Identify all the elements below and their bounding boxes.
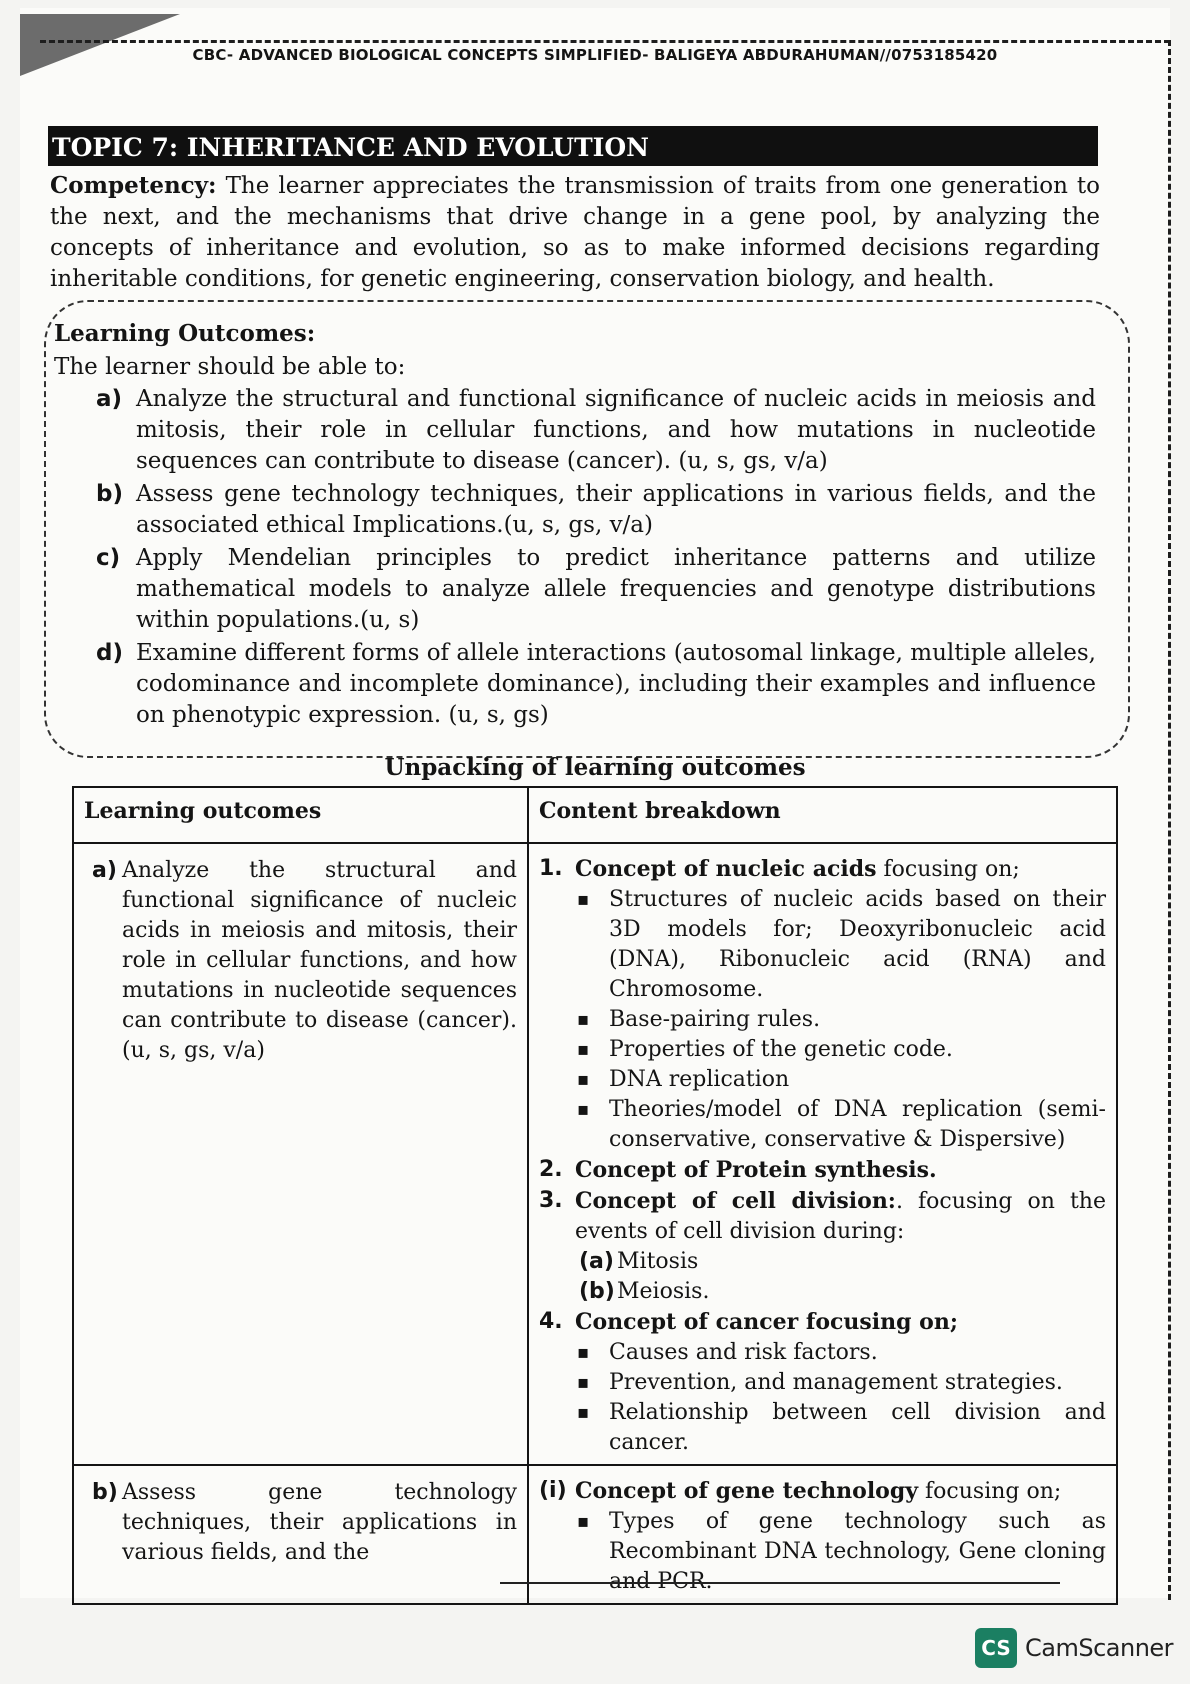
bullet-item: ▪ Base-pairing rules. [575,1005,1106,1035]
sub-item [579,1247,1106,1277]
learning-outcome-item [96,638,1096,731]
concept-title: Concept of cancer focusing on; [575,1309,958,1335]
outcome-cell [73,1465,528,1604]
right-dashed-border [1168,40,1171,1600]
concept-item [539,1186,1106,1247]
column-header-learning-outcomes: Learning outcomes [73,787,528,843]
concept-title: Concept of Protein synthesis. [575,1157,937,1183]
concept-number: 2. [539,1157,563,1182]
outcome-letter: a) [92,858,117,883]
concept-number: 4. [539,1309,563,1334]
sub-letter: (b) [579,1279,615,1304]
outcome-text: Analyze the structural and functional significance of nucleic acids in meiosis and mitosis, their role in cellular functions, and how mutations in nucleotide sequences can contribute to disease (cancer). (u, s, gs, v/a) [136,386,1096,474]
bullet-item: ▪ Types of gene technology such as Recombinant DNA technology, Gene cloning and PCR. [575,1507,1106,1597]
table-row [73,843,1117,1465]
concept-rest: focusing on; [918,1479,1062,1504]
content-cell [528,843,1117,1465]
concept-number: (i) [539,1478,567,1503]
sub-text: Meiosis. [617,1279,710,1304]
bullet-item: ▪ Causes and risk factors. [575,1338,1106,1368]
concept-item [539,1155,1106,1186]
outcome-letter: c) [96,545,121,571]
outcome-cell-item [92,856,517,1066]
concept-text [575,1307,1106,1338]
camscanner-text: CamScanner [1025,1634,1174,1662]
competency-label: Competency: [50,172,217,199]
outcome-letter: a) [96,386,123,412]
bullet-item: ▪ Relationship between cell division and cancer. [575,1398,1106,1458]
sub-item [579,1277,1106,1307]
outcome-cell [73,843,528,1465]
concept-item [539,1307,1106,1338]
concept-text [575,854,1106,885]
concept-text [575,1155,1106,1186]
unpacking-title: Unpacking of learning outcomes [384,754,806,781]
concept-rest: . focusing on the events of cell division during: [575,1189,1106,1244]
bullet-item: ▪ Prevention, and management strategies. [575,1368,1106,1398]
outcome-text: Examine different forms of allele interactions (autosomal linkage, multiple alleles, codominance and incomplete dominance), including their examples and influence on phenotypic expression. (u, s, gs) [136,640,1096,728]
outcome-text: Apply Mendelian principles to predict inheritance patterns and utilize mathematical models to analyze allele frequencies and genotype distributions within populations.(u, s) [136,545,1096,633]
page-header: CBC- ADVANCED BIOLOGICAL CONCEPTS SIMPLIFIED- BALIGEYA ABDURAHUMAN//0753185420 [192,46,998,64]
concept-text [575,1186,1106,1247]
learning-outcomes-title: Learning Outcomes: [54,320,316,347]
outcome-text: Analyze the structural and functional significance of nucleic acids in meiosis and mitosis, their role in cellular functions, and how mutations in nucleotide sequences can contribute to disease (cancer).(u, s, gs, v/a) [122,858,517,1063]
bullet-item: ▪ Theories/model of DNA replication (semi-conservative, conservative & Dispersive) [575,1095,1106,1155]
concept-bullets [575,885,1106,1155]
concept-item [539,1476,1106,1507]
sub-text: Mitosis [617,1249,699,1274]
concept-rest: focusing on; [876,857,1020,882]
concept-number: 1. [539,856,563,881]
concept-bullets [575,1338,1106,1458]
learning-outcome-item [96,384,1096,477]
concept-title: Concept of nucleic acids [575,856,877,882]
unpacking-table [72,786,1118,1605]
camscanner-watermark [975,1628,1173,1668]
outcome-cell-item [92,1478,517,1568]
learning-outcome-item [96,479,1096,541]
learning-outcome-item [96,543,1096,636]
bullet-item: ▪ Properties of the genetic code. [575,1035,1106,1065]
concept-text [575,1476,1106,1507]
column-header-content-breakdown: Content breakdown [528,787,1117,843]
table-header-row [73,787,1117,843]
outcome-letter: b) [96,481,123,507]
footer-rule [500,1582,1060,1584]
bullet-item: ▪ DNA replication [575,1065,1106,1095]
sub-letter: (a) [579,1249,614,1274]
concept-title: Concept of gene technology [575,1478,919,1504]
concept-title: Concept of cell division: [575,1188,896,1214]
competency-text: The learner appreciates the transmission of traits from one generation to the next, and the mechanisms that drive change in a gene pool, by analyzing the concepts of inheritance and evolution, so as to make informed decisions regarding inheritable conditions, for genetic engineering, conservation biology, and health. [50,173,1100,292]
concept-item [539,854,1106,885]
top-dashed-border [40,40,1170,43]
concept-sublist [579,1247,1106,1307]
camscanner-logo-icon: CS [975,1628,1017,1668]
topic-heading: TOPIC 7: INHERITANCE AND EVOLUTION [48,126,1098,166]
outcome-letter: d) [96,640,123,666]
concept-number: 3. [539,1188,563,1213]
outcome-text: Assess gene technology techniques, their applications in various fields, and the associated ethical Implications.(u, s, gs, v/a) [136,481,1096,538]
outcome-text: Assess gene technology techniques, their applications in various fields, and the [122,1480,517,1565]
learning-outcomes-list [96,384,1096,733]
competency-paragraph [50,170,1100,295]
outcome-letter: b) [92,1480,118,1505]
learning-outcomes-intro: The learner should be able to: [54,354,406,380]
page-corner-shadow [20,14,180,76]
bullet-item: ▪ Structures of nucleic acids based on their 3D models for; Deoxyribonucleic acid (DNA), Ribonucleic acid (RNA) and Chromosome. [575,885,1106,1005]
